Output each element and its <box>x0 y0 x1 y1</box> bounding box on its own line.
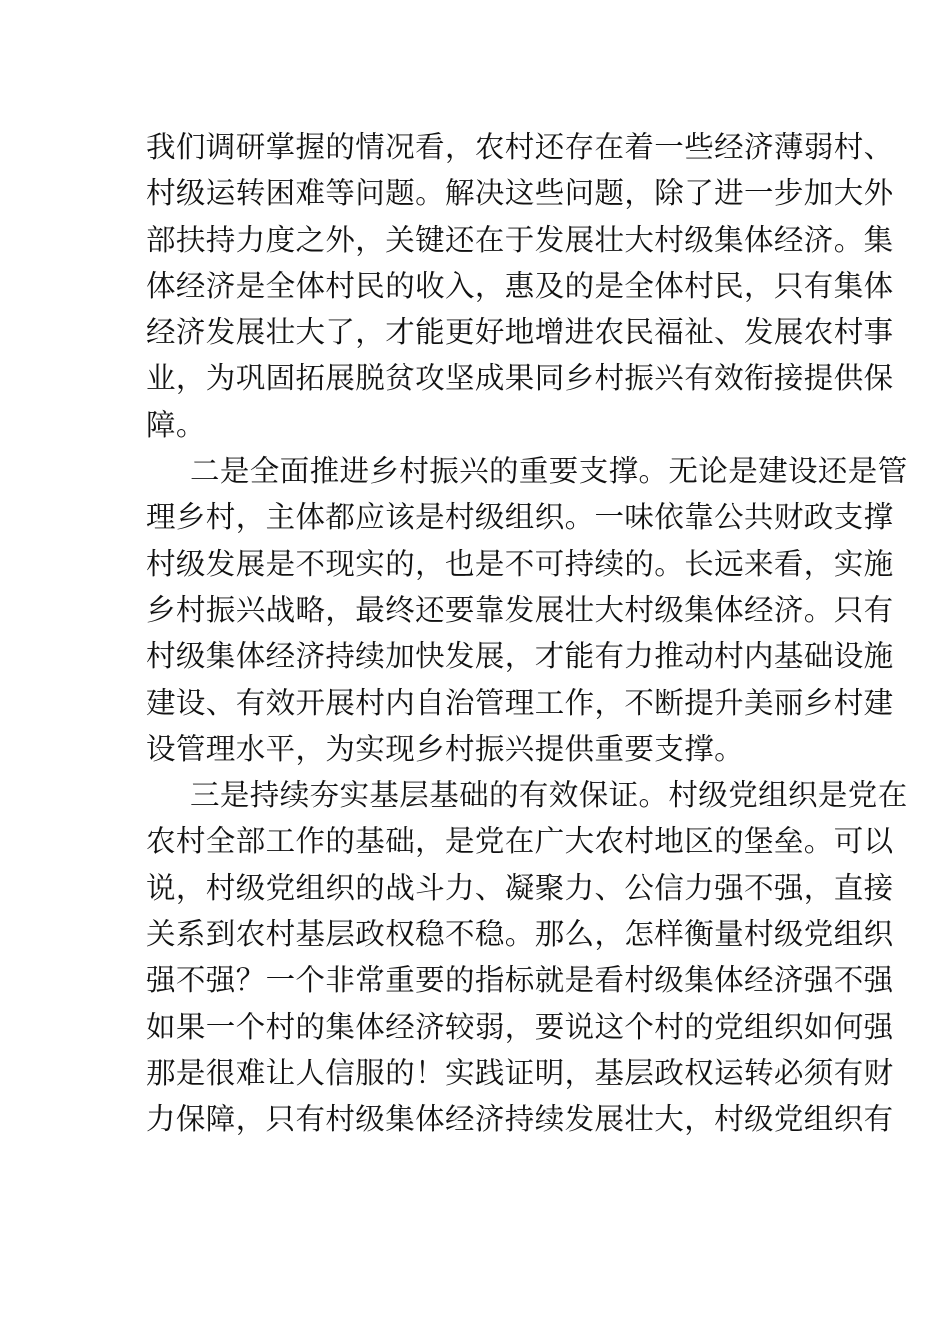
text-line: 关系到农村基层政权稳不稳。那么，怎样衡量村级党组织 <box>146 917 894 952</box>
text-line: 建设、有效开展村内自治管理工作，不断提升美丽乡村建 <box>146 685 894 720</box>
text-line: 经济发展壮大了，才能更好地增进农民福祉、发展农村事 <box>146 315 894 350</box>
text-line: 村级集体经济持续加快发展，才能有力推动村内基础设施 <box>146 639 894 674</box>
text-line: 设管理水平，为实现乡村振兴提供重要支撑。 <box>146 731 745 766</box>
paragraph-start-line: 三是持续夯实基层基础的有效保证。村级党组织是党在 <box>190 778 908 813</box>
text-line: 农村全部工作的基础，是党在广大农村地区的堡垒。可以 <box>146 824 894 859</box>
text-line: 乡村振兴战略，最终还要靠发展壮大村级集体经济。只有 <box>146 592 894 627</box>
paragraph-start-line: 二是全面推进乡村振兴的重要支撑。无论是建设还是管 <box>190 454 908 489</box>
text-line: 障。 <box>146 407 206 442</box>
text-line: 说，村级党组织的战斗力、凝聚力、公信力强不强，直接 <box>146 870 894 905</box>
text-line: 体经济是全体村民的收入，惠及的是全体村民，只有集体 <box>146 268 894 303</box>
text-line: 那是很难让人信服的！实践证明，基层政权运转必须有财 <box>146 1055 894 1090</box>
text-line: 村级发展是不现实的，也是不可持续的。长远来看，实施 <box>146 546 894 581</box>
text-line: 理乡村，主体都应该是村级组织。一味依靠公共财政支撑 <box>146 500 894 535</box>
text-line: 我们调研掌握的情况看，农村还存在着一些经济薄弱村、 <box>146 130 894 164</box>
body-text <box>146 124 908 1143</box>
text-line: 村级运转困难等问题。解决这些问题，除了进一步加大外 <box>146 176 894 211</box>
text-line: 如果一个村的集体经济较弱，要说这个村的党组织如何强 <box>146 1009 894 1044</box>
text-line: 部扶持力度之外，关键还在于发展壮大村级集体经济。集 <box>146 222 894 257</box>
text-line: 力保障，只有村级集体经济持续发展壮大，村级党组织有 <box>146 1102 894 1137</box>
text-line: 业，为巩固拓展脱贫攻坚成果同乡村振兴有效衔接提供保 <box>146 361 894 396</box>
text-line: 强不强？一个非常重要的指标就是看村级集体经济强不强 <box>146 963 894 998</box>
